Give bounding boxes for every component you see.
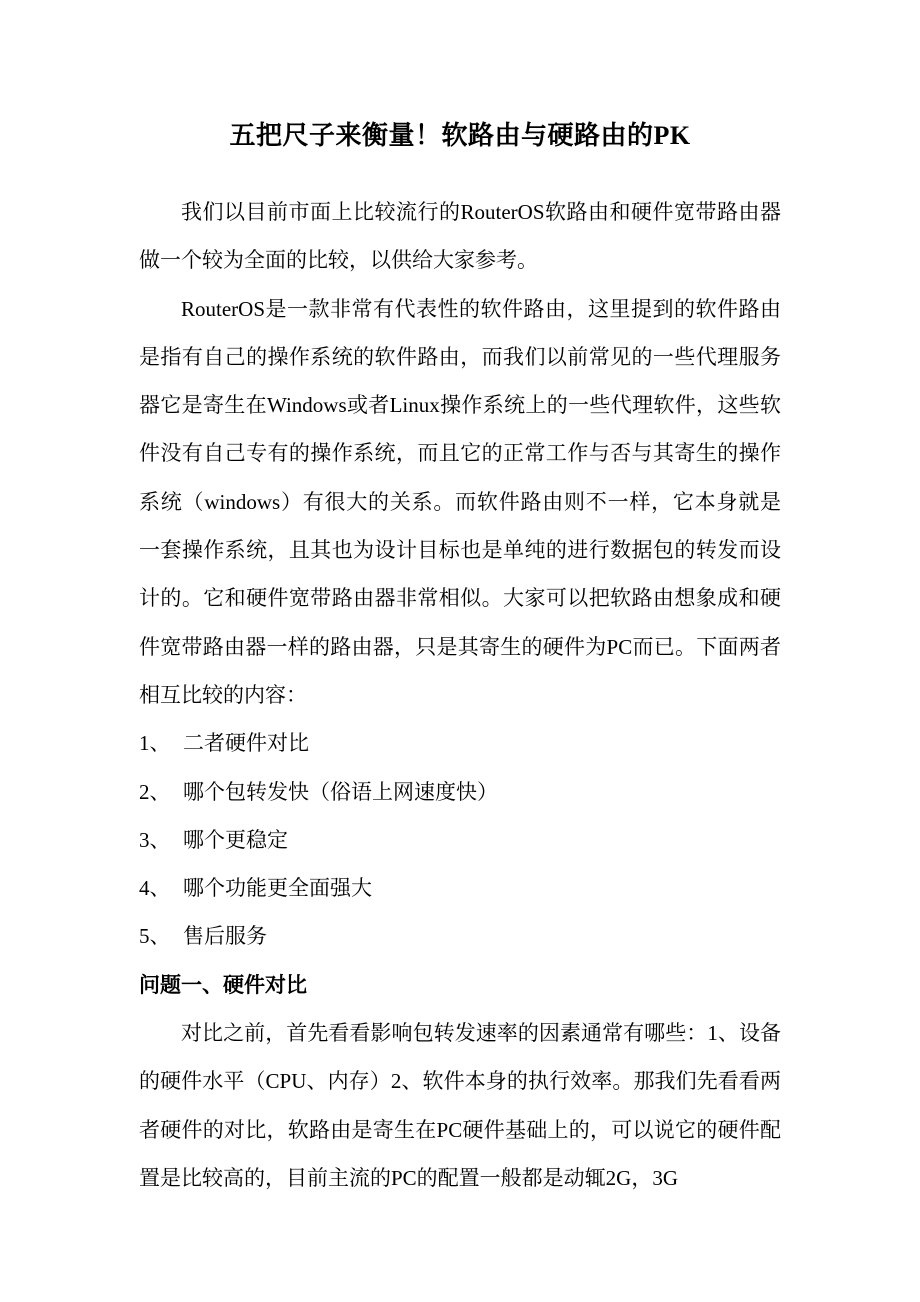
list-item	[139, 864, 781, 912]
list-item-number: 3、	[139, 827, 171, 852]
hardware-comparison-paragraph: 对比之前，首先看看影响包转发速率的因素通常有哪些：1、设备的硬件水平（CPU、内存）2、软件本身的执行效率。那我们先看看两者硬件的对比，软路由是寄生在PC硬件基础上的，可以说它的硬件配置是比较高的，目前主流的PC的配置一般都是动辄2G，3G	[139, 1021, 781, 1190]
list-item-number: 5、	[139, 924, 171, 949]
intro-paragraph: 我们以目前市面上比较流行的RouterOS软路由和硬件宽带路由器做一个较为全面的比较，以供给大家参考。	[139, 200, 781, 273]
document-body	[139, 188, 781, 1202]
section-heading: 问题一、硬件对比	[139, 972, 307, 997]
document-title: 五把尺子来衡量！软路由与硬路由的PK	[229, 121, 691, 150]
list-item	[139, 719, 781, 767]
list-item-text: 哪个包转发快（俗语上网速度快）	[183, 779, 498, 804]
list-item-text: 哪个更稳定	[183, 827, 288, 852]
list-item	[139, 912, 781, 960]
list-item	[139, 768, 781, 816]
comparison-list	[139, 719, 781, 960]
list-item	[139, 816, 781, 864]
list-item-text: 哪个功能更全面强大	[183, 876, 372, 901]
list-item-number: 2、	[139, 779, 171, 804]
routeros-paragraph: RouterOS是一款非常有代表性的软件路由，这里提到的软件路由是指有自己的操作系统的软件路由，而我们以前常见的一些代理服务器它是寄生在Windows或者Linux操作系统上的一些代理软件，这些软件没有自己专有的操作系统，而且它的正常工作与否与其寄生的操作系统（windows）有很大的关系。而软件路由则不一样，它本身就是一套操作系统，且其也为设计目标也是单纯的进行数据包的转发而设计的。它和硬件宽带路由器非常相似。大家可以把软路由想象成和硬件宽带路由器一样的路由器，只是其寄生的硬件为PC而已。下面两者相互比较的内容：	[139, 296, 781, 707]
list-item-number: 4、	[139, 876, 171, 901]
list-item-number: 1、	[139, 731, 171, 756]
list-item-text: 售后服务	[183, 924, 267, 949]
list-item-text: 二者硬件对比	[183, 731, 309, 756]
